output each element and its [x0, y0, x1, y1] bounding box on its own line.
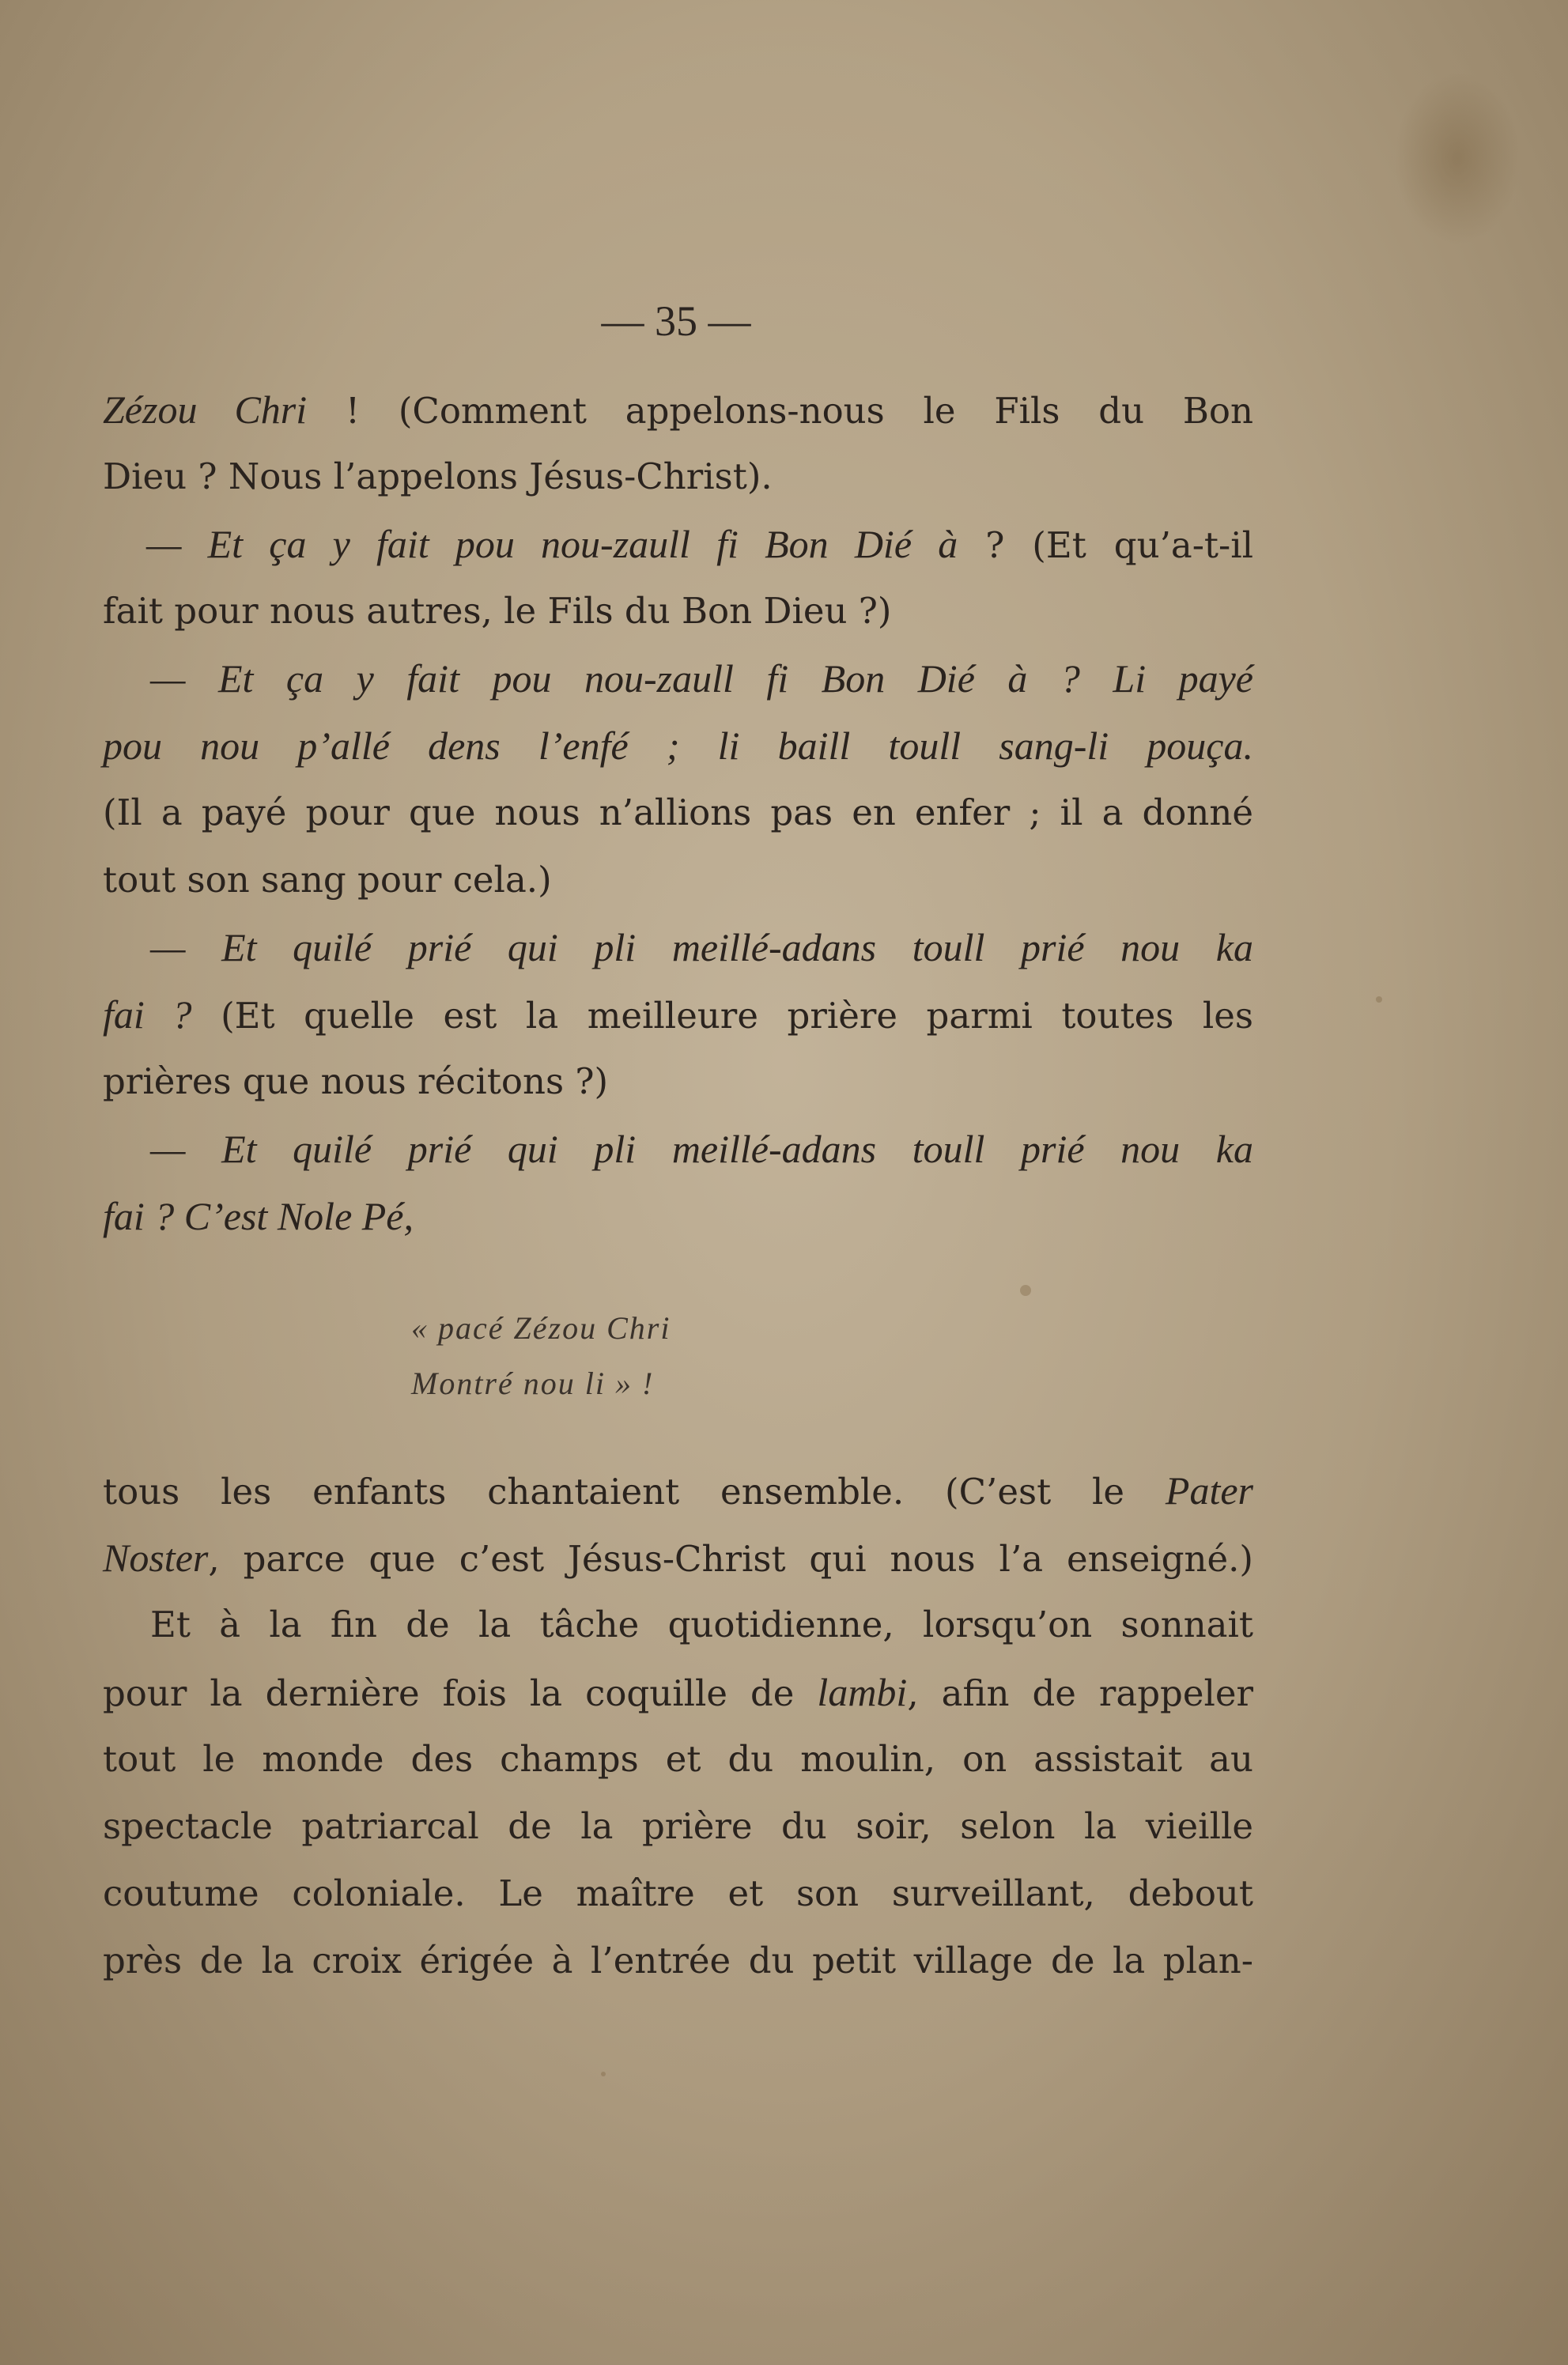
- text-line: [103, 1928, 1253, 1994]
- paper-spot: [1020, 1285, 1031, 1296]
- paper-spot: [601, 2072, 606, 2076]
- text-segment: tous les enfants chantaient ensemble. (C’est le: [103, 1471, 1166, 1513]
- italic-segment: lambi: [817, 1670, 908, 1714]
- text-line: [103, 645, 1253, 712]
- text-segment: pour la dernière fois la coquille de: [103, 1672, 818, 1714]
- text-line: [103, 1524, 1253, 1591]
- text-line: [103, 981, 1253, 1048]
- text-line: [103, 578, 1253, 644]
- italic-segment: — Et quilé prié qui pli meillé-adans toull prié nou ka: [150, 925, 1253, 969]
- text-line: [103, 1592, 1253, 1658]
- italic-segment: Pater: [1165, 1468, 1253, 1513]
- italic-segment: fai ? C’est Nole Pé,: [103, 1194, 414, 1238]
- italic-segment: pou nou p’allé dens l’enfé ; li baill toull sang-li pouça.: [103, 723, 1253, 768]
- italic-segment: Zézou Chri: [103, 387, 308, 432]
- text-line: [103, 1861, 1253, 1927]
- italic-segment: fai ?: [103, 992, 192, 1037]
- text-segment: (Et quelle est la meilleure prière parmi toutes les: [191, 995, 1253, 1037]
- paper-stain: [1394, 71, 1521, 245]
- text-line: [103, 847, 1253, 913]
- text-line: [103, 1183, 1253, 1249]
- italic-segment: — Et quilé prié qui pli meillé-adans toull prié nou ka: [150, 1127, 1253, 1171]
- text-segment: fait pour nous autres, le Fils du Bon Dieu ?): [103, 590, 892, 632]
- text-segment: tout son sang pour cela.): [103, 859, 552, 901]
- text-line: [103, 1726, 1253, 1793]
- text-segment: spectacle patriarcal de la prière du soir, selon la vieille: [103, 1805, 1253, 1847]
- text-line: [103, 444, 1253, 510]
- text-line: [103, 376, 1253, 443]
- text-segment: coutume coloniale. Le maître et son surveillant, debout: [103, 1872, 1253, 1914]
- text-segment: Dieu ? Nous l’appelons Jésus-Christ).: [103, 455, 773, 497]
- text-segment: près de la croix érigée à l’entrée du petit village de la plan-: [103, 1940, 1253, 1982]
- page-number: — 35 —: [601, 297, 751, 345]
- text-segment: (Il a payé pour que nous n’allions pas en enfer ; il a donné: [103, 791, 1253, 833]
- text-segment: , parce que c’est Jésus-Christ qui nous l’a enseigné.): [208, 1538, 1253, 1580]
- paper-spot: [1376, 996, 1382, 1003]
- song-verse: [411, 1301, 671, 1411]
- text-line: [103, 712, 1253, 779]
- italic-segment: Noster: [103, 1536, 209, 1580]
- text-line: [103, 1457, 1253, 1524]
- text-line: [103, 1659, 1253, 1725]
- text-segment: Et à la fin de la tâche quotidienne, lorsqu’on sonnait: [150, 1604, 1253, 1645]
- text-segment: tout le monde des champs et du moulin, on assistait au: [103, 1738, 1253, 1780]
- text-segment: prières que nous récitons ?): [103, 1060, 609, 1102]
- italic-segment: — Et ça y fait pou nou-zaull fi Bon Dié à ? Li payé: [150, 656, 1253, 701]
- verse-line-1: « pacé Zézou Chri: [411, 1310, 671, 1346]
- text-line: [103, 1116, 1253, 1182]
- text-segment: ? (Et qu’a-t-il: [958, 524, 1253, 566]
- text-line: [103, 1048, 1253, 1115]
- text-segment: , afin de rappeler: [907, 1672, 1253, 1714]
- text-line: [103, 780, 1253, 846]
- text-line: [103, 511, 1253, 577]
- italic-segment: — Et ça y fait pou nou-zaull fi Bon Dié à: [146, 522, 958, 566]
- text-segment: ! (Comment appelons-nous le Fils du Bon: [307, 390, 1253, 432]
- verse-line-2: Montré nou li » !: [411, 1366, 655, 1401]
- text-line: [103, 1793, 1253, 1860]
- text-line: [103, 914, 1253, 980]
